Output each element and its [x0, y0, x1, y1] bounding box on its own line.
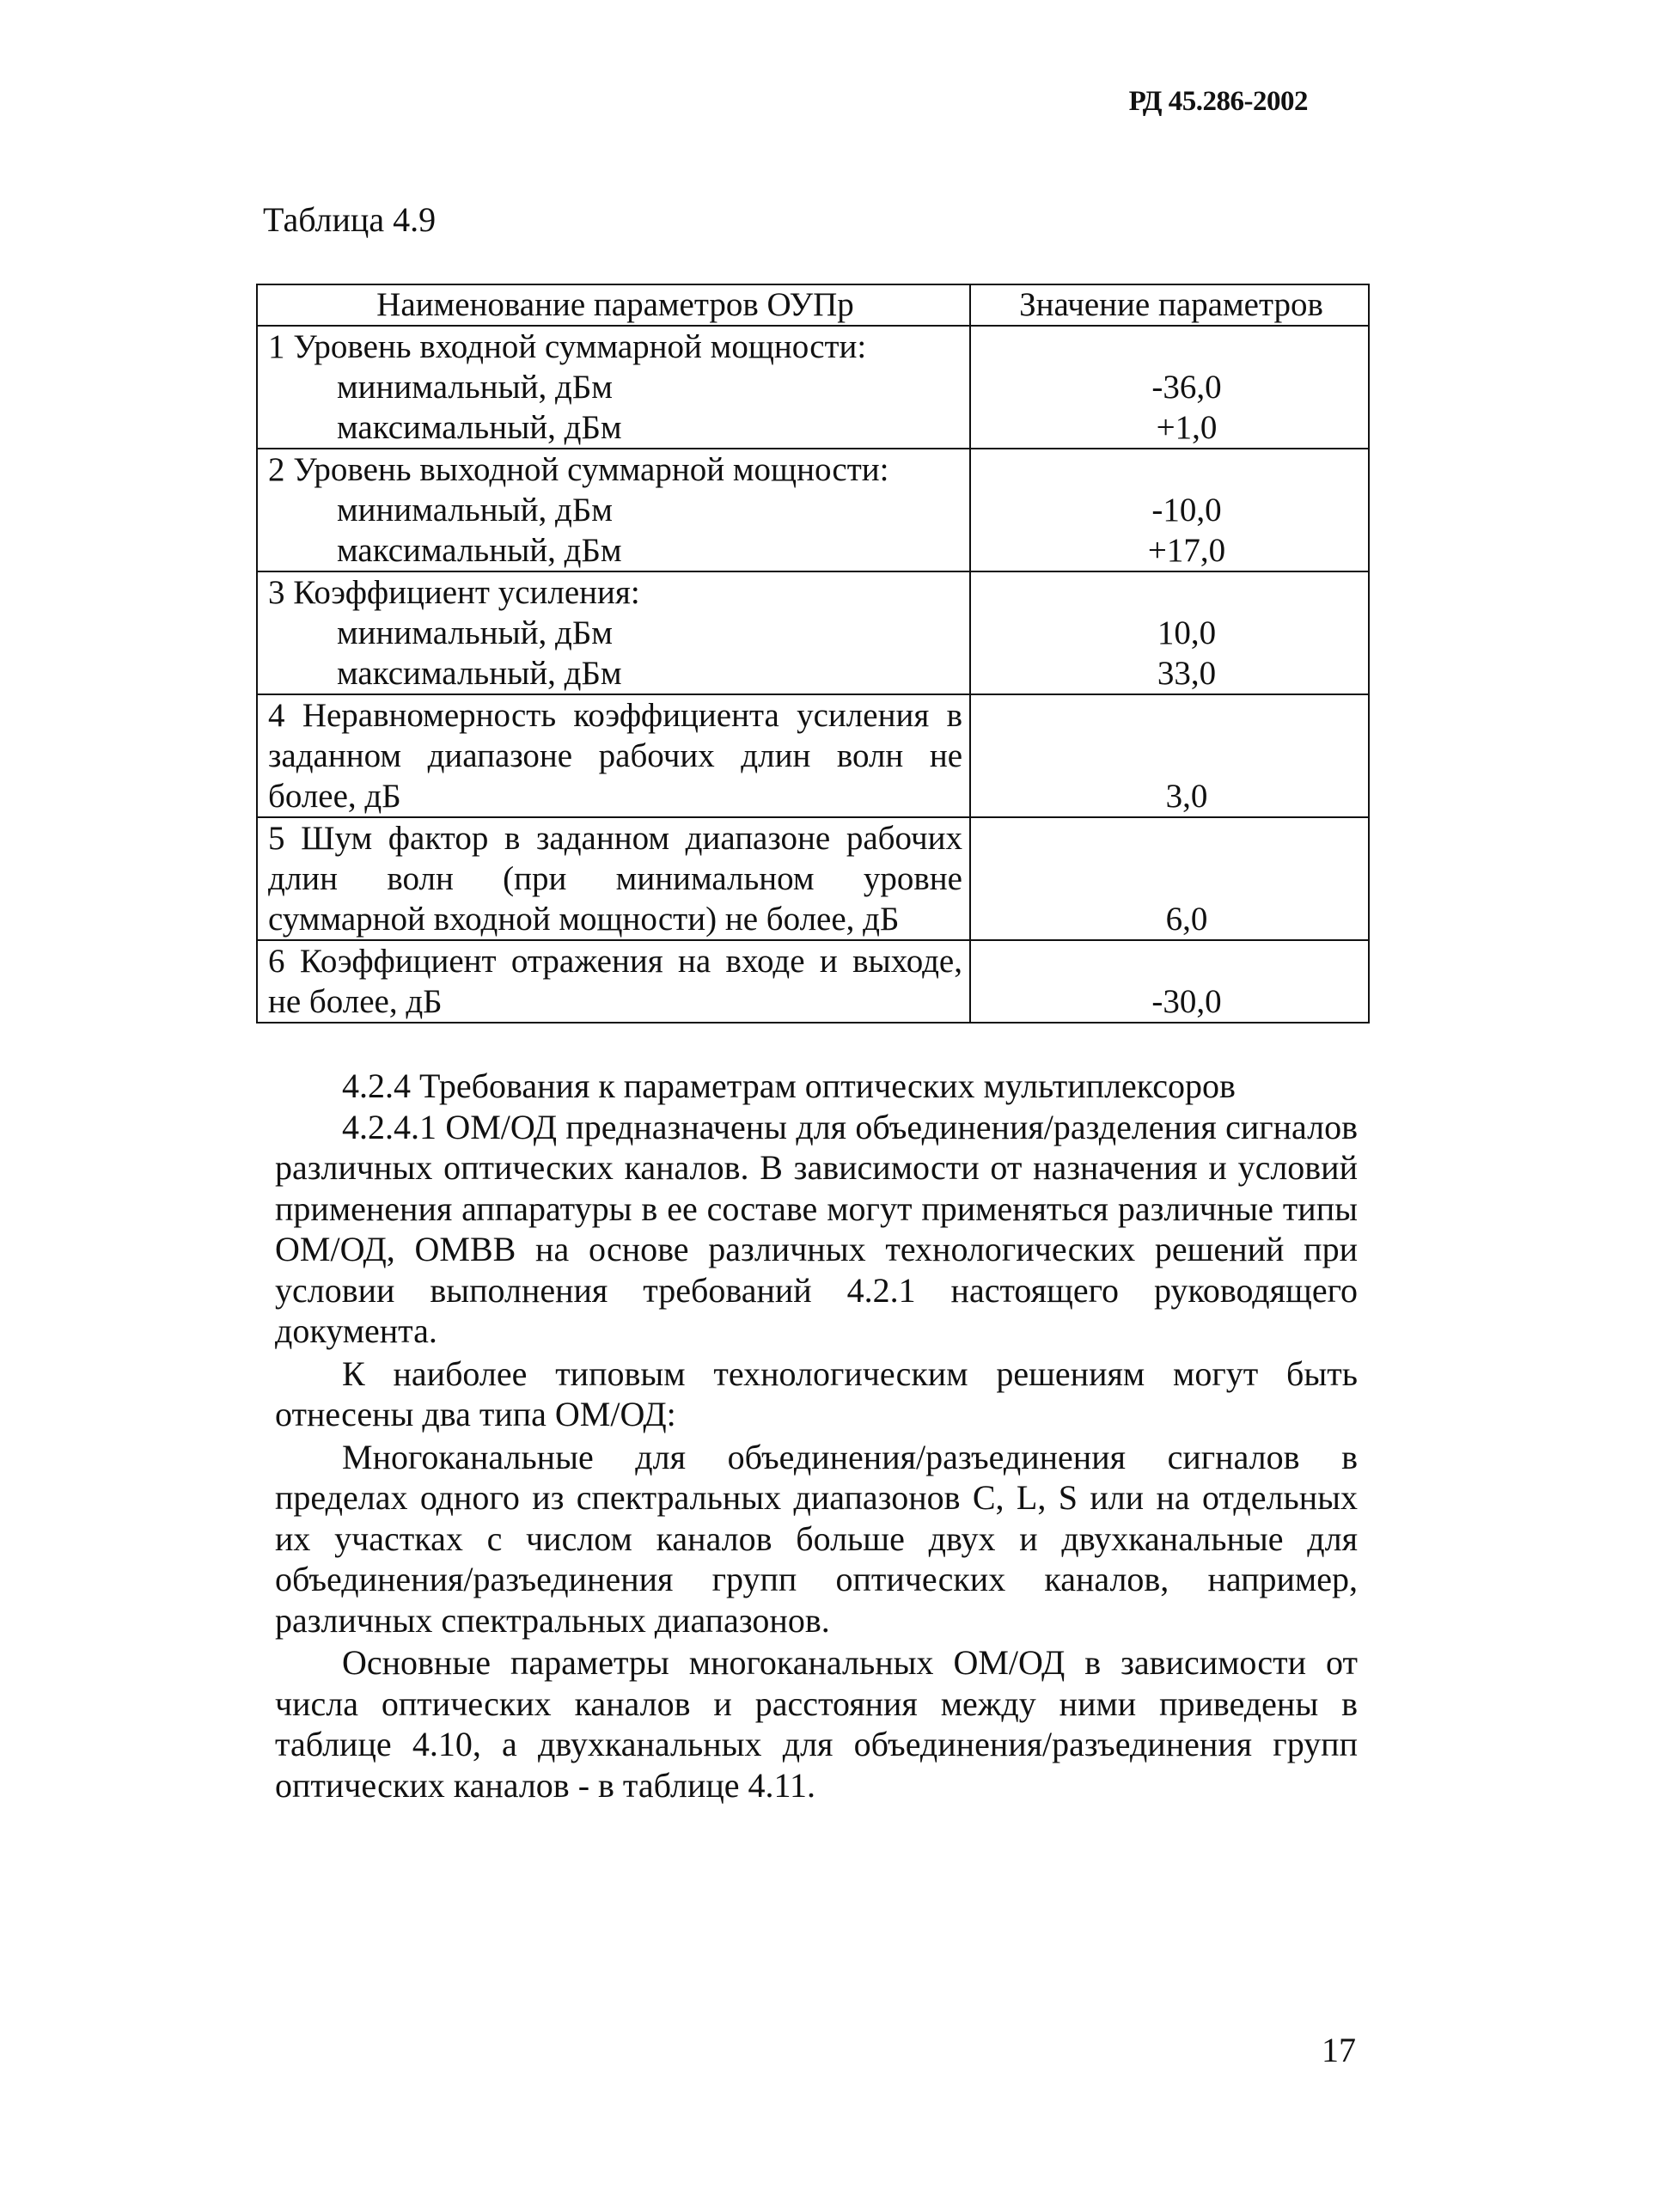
parameter-sub: максимальный, дБм: [337, 655, 622, 692]
table-row: [257, 326, 1369, 449]
parameter-value: -10,0: [1151, 492, 1222, 529]
parameter-name-cell: [257, 571, 970, 694]
parameter-sub: минимальный, дБм: [337, 369, 613, 406]
parameter-value: 10,0: [1157, 614, 1217, 651]
parameter-sub: минимальный, дБм: [337, 614, 613, 651]
parameter-value: -30,0: [1151, 983, 1222, 1020]
column-header-parameter-name: Наименование параметров ОУПр: [257, 284, 970, 326]
table-row: [257, 571, 1369, 694]
table-header-row: [257, 284, 1369, 326]
parameter-value: +1,0: [1156, 409, 1218, 446]
parameter-value-cell: [970, 694, 1369, 817]
parameter-text: 5 Шум фактор в заданном диапазоне рабочих длин волн (при минимальном уровне суммарной входной мощности) не более, дБ: [268, 820, 962, 938]
parameter-value-cell: [970, 449, 1369, 571]
paragraph: 4.2.4.1 ОМ/ОД предназначены для объединения/разделения сигналов различных оптических каналов. В зависимости от назначения и условий применения аппаратуры в ее составе могут применяться различные типы ОМ/ОД, ОМВВ на основе различных технологических решений при условии выполнения требований 4.2.1 настоящего руководящего документа.: [275, 1107, 1358, 1350]
parameter-sub: максимальный, дБм: [337, 409, 622, 446]
column-header-parameter-value: Значение параметров: [970, 284, 1369, 326]
table-row: [257, 817, 1369, 940]
parameter-sub: минимальный, дБм: [337, 492, 613, 529]
parameter-value: 3,0: [1165, 778, 1208, 815]
table-caption: Таблица 4.9: [263, 200, 437, 239]
document-code: РД 45.286-2002: [1128, 86, 1308, 117]
parameter-value: -36,0: [1151, 369, 1222, 406]
parameter-text: 6 Коэффициент отражения на входе и выходе, не более, дБ: [268, 943, 962, 1020]
table-row: [257, 940, 1369, 1023]
page-number: 17: [1322, 2031, 1356, 2069]
parameter-title: 2 Уровень выходной суммарной мощности:: [268, 451, 889, 488]
parameter-title: 3 Коэффициент усиления:: [268, 574, 640, 611]
parameter-value-cell: [970, 817, 1369, 940]
parameter-value: 6,0: [1165, 901, 1208, 938]
section-heading: 4.2.4 Требования к параметрам оптических мультиплексоров: [342, 1066, 1236, 1105]
parameter-sub: максимальный, дБм: [337, 532, 622, 569]
parameter-name-cell: [257, 940, 970, 1023]
parameter-title: 1 Уровень входной суммарной мощности:: [268, 328, 867, 365]
parameter-name-cell: [257, 817, 970, 940]
parameter-text: 4 Неравномерность коэффициента усиления в заданном диапазоне рабочих длин волн не более, дБ: [268, 697, 962, 815]
parameter-value: 33,0: [1157, 655, 1217, 692]
table-row: [257, 449, 1369, 571]
parameter-value-cell: [970, 571, 1369, 694]
parameter-value-cell: [970, 940, 1369, 1023]
paragraph: Многоканальные для объединения/разъединения сигналов в пределах одного из спектральных диапазонов C, L, S или на отдельных их участках с числом каналов больше двух и двухканальные для объединения/разъединения групп оптических каналов, например, различных спектральных диапазонов.: [275, 1437, 1358, 1640]
parameters-table: [256, 284, 1370, 1024]
parameter-value-cell: [970, 326, 1369, 449]
parameter-name-cell: [257, 694, 970, 817]
paragraph: К наиболее типовым технологическим решениям могут быть отнесены два типа ОМ/ОД:: [275, 1353, 1358, 1433]
parameter-value: +17,0: [1147, 532, 1226, 569]
parameter-name-cell: [257, 449, 970, 571]
paragraph: Основные параметры многоканальных ОМ/ОД в зависимости от числа оптических каналов и расстояния между ними приведены в таблице 4.10, а двухканальных для объединения/разъединения групп оптических каналов - в таблице 4.11.: [275, 1643, 1358, 1805]
table-row: [257, 694, 1369, 817]
parameter-name-cell: [257, 326, 970, 449]
body-text: [275, 1066, 1358, 1806]
